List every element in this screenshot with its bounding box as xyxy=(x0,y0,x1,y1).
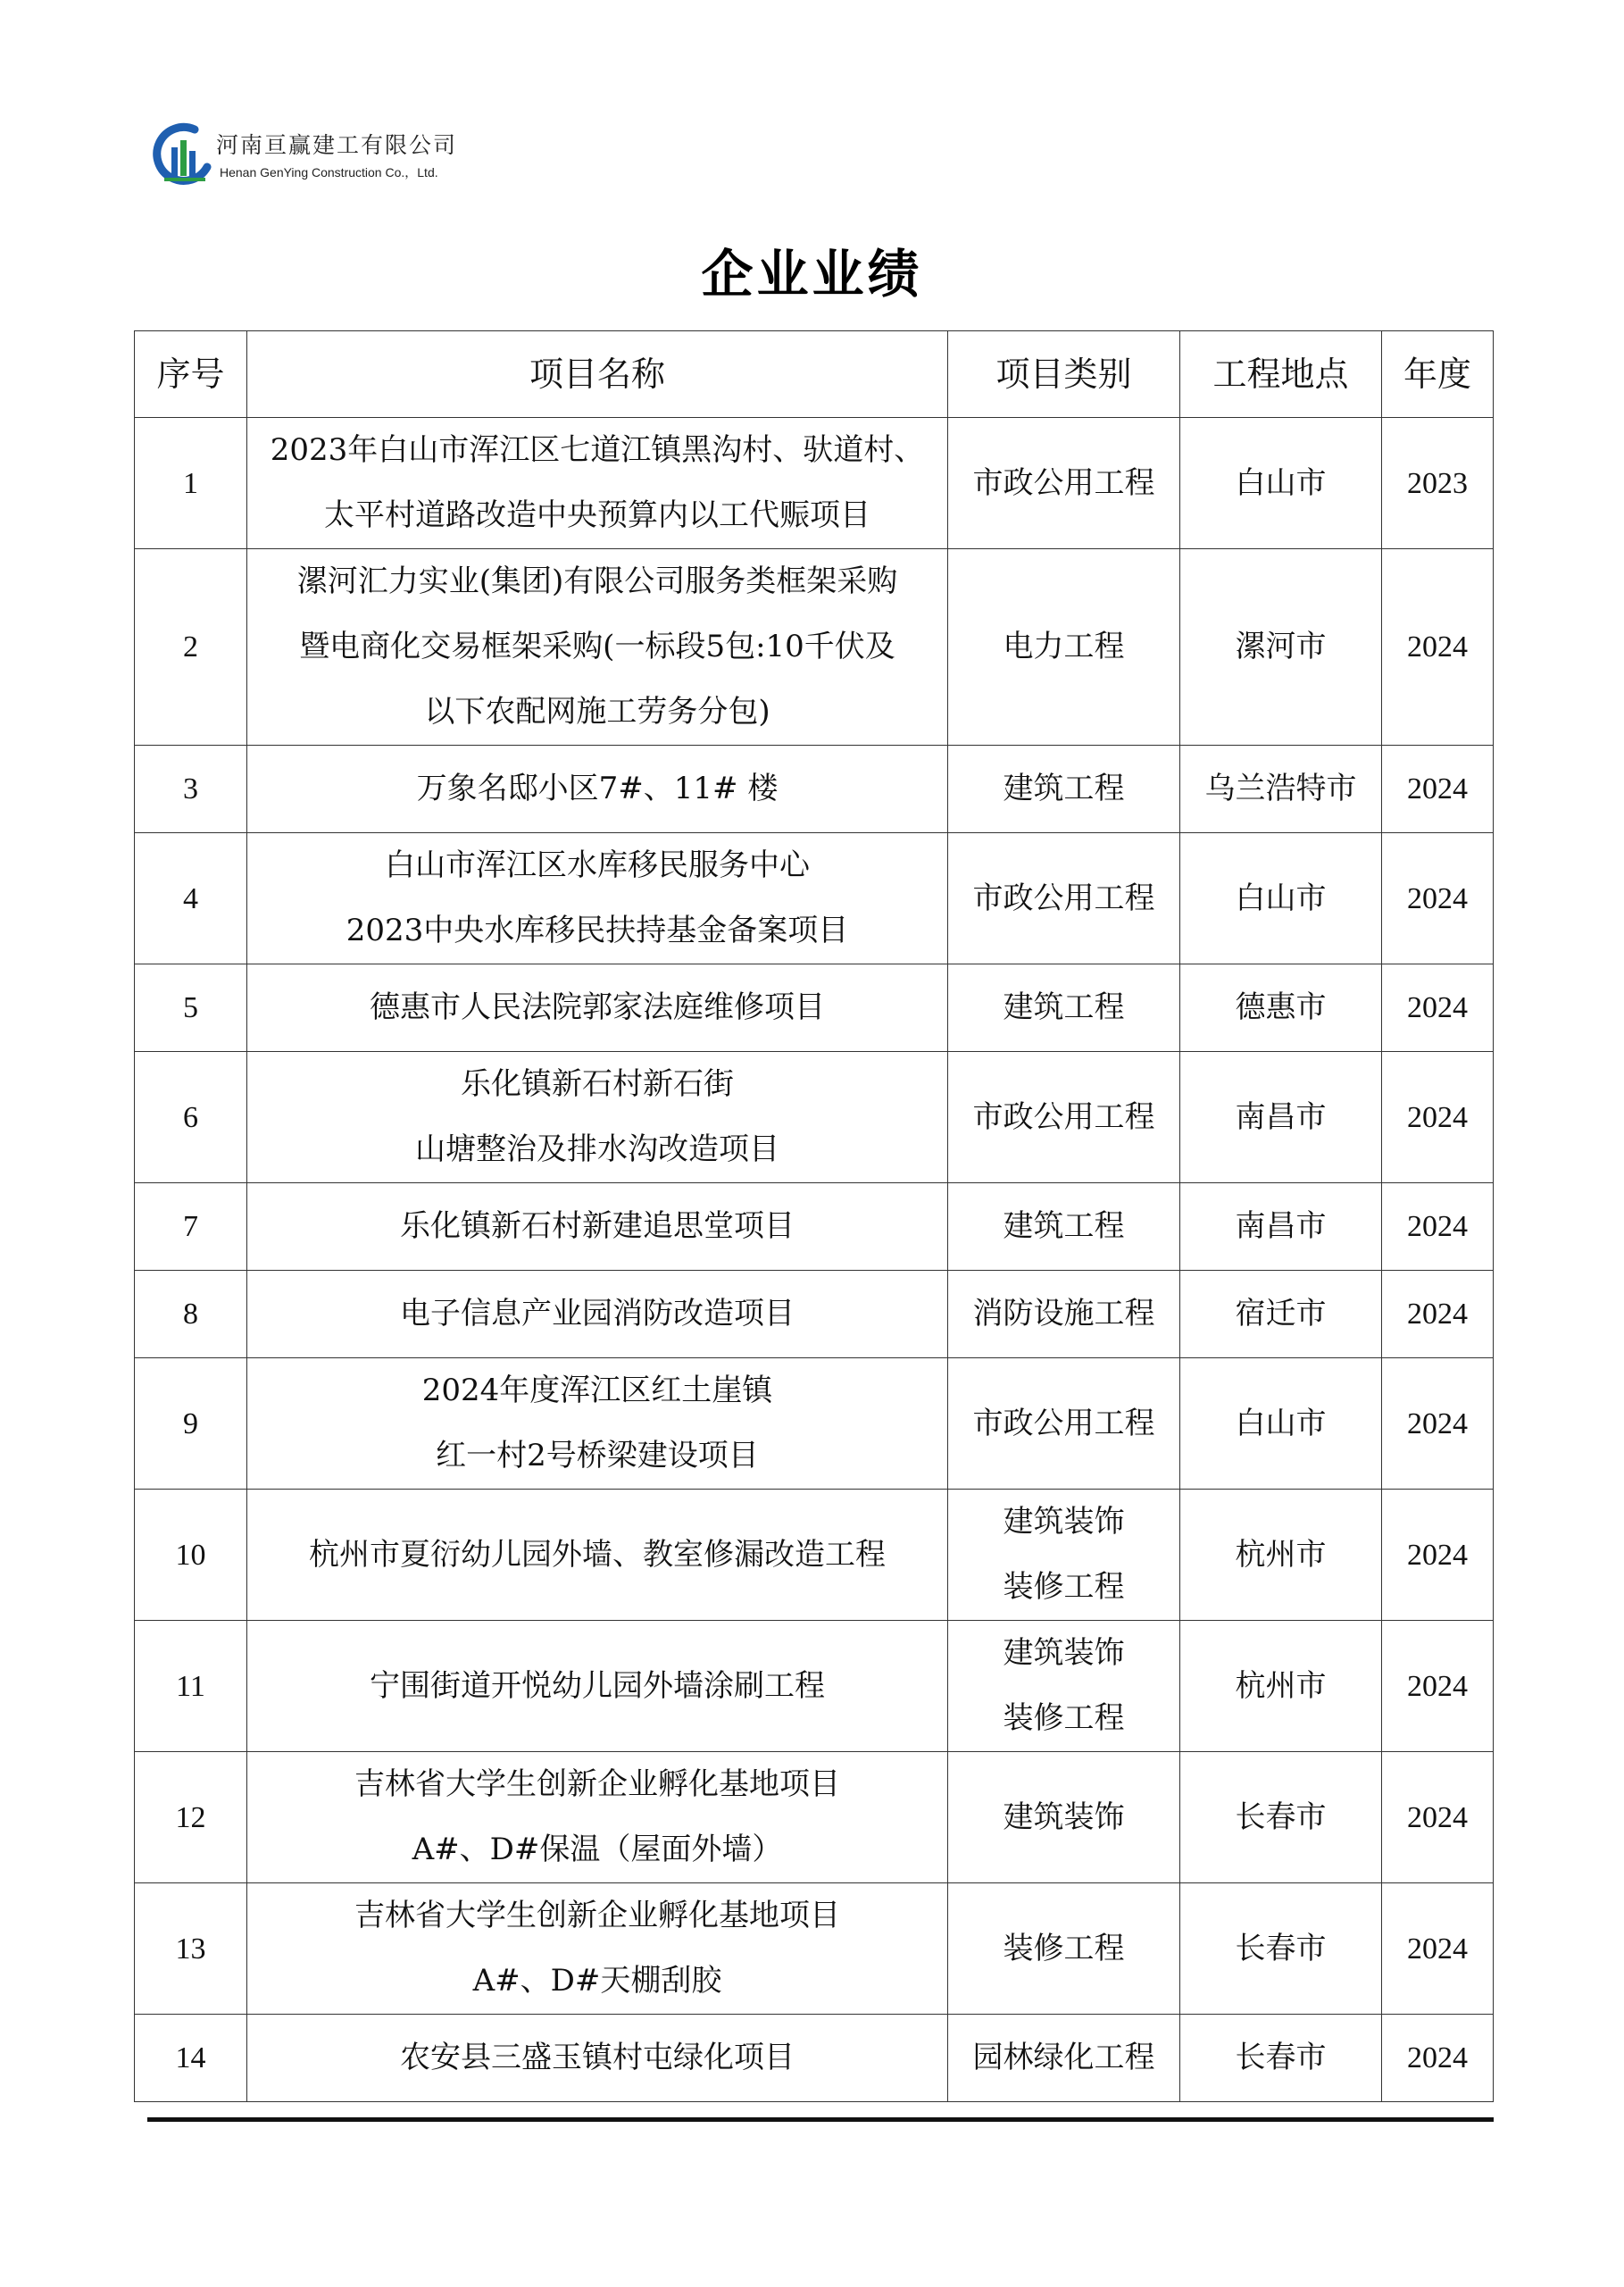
cell-category-line: 装修工程 xyxy=(1003,1700,1125,1736)
cell-category-line: 电力工程 xyxy=(1003,629,1125,664)
cell-year: 2024 xyxy=(1382,1621,1494,1752)
cell-category xyxy=(948,1752,1180,1883)
cell-no: 14 xyxy=(135,2015,247,2102)
cell-no: 2 xyxy=(135,549,247,746)
cell-category-line: 建筑工程 xyxy=(1003,989,1125,1025)
table-row xyxy=(135,549,1494,746)
cell-year: 2024 xyxy=(1382,964,1494,1052)
cell-no: 1 xyxy=(135,418,247,549)
cell-category-line: 市政公用工程 xyxy=(972,1405,1155,1441)
cell-year: 2024 xyxy=(1382,1490,1494,1621)
cell-no: 7 xyxy=(135,1183,247,1271)
cell-name-line: 乐化镇新石村新石街 xyxy=(461,1066,734,1102)
cell-location: 白山市 xyxy=(1180,833,1382,964)
cell-name-line: 2023中央水库移民扶持基金备案项目 xyxy=(346,913,849,948)
cell-name xyxy=(247,1052,948,1183)
cell-name-line: 万象名邸小区7#、11# 楼 xyxy=(416,771,779,806)
cell-name xyxy=(247,746,948,833)
cell-year: 2024 xyxy=(1382,1752,1494,1883)
cell-no: 8 xyxy=(135,1271,247,1358)
header-name: 项目名称 xyxy=(247,331,948,418)
page-title: 企业业绩 xyxy=(701,244,923,305)
cell-year: 2024 xyxy=(1382,1183,1494,1271)
cell-category-line: 建筑工程 xyxy=(1003,1208,1125,1244)
cell-location: 宿迁市 xyxy=(1180,1271,1382,1358)
cell-name xyxy=(247,549,948,746)
cell-location: 白山市 xyxy=(1180,1358,1382,1490)
table-row xyxy=(135,833,1494,964)
table-row xyxy=(135,1490,1494,1621)
cell-name-line: 杭州市夏衍幼儿园外墙、教室修漏改造工程 xyxy=(309,1536,886,1573)
cell-no: 3 xyxy=(135,746,247,833)
cell-location: 南昌市 xyxy=(1180,1183,1382,1271)
cell-category xyxy=(948,418,1180,549)
table-row xyxy=(135,1183,1494,1271)
cell-location: 漯河市 xyxy=(1180,549,1382,746)
table-row xyxy=(135,1752,1494,1883)
cell-name-line: 以下农配网施工劳务分包) xyxy=(424,694,770,730)
cell-name xyxy=(247,1183,948,1271)
cell-category-line: 装修工程 xyxy=(1003,1930,1125,1966)
cell-no: 9 xyxy=(135,1358,247,1490)
cell-name xyxy=(247,2015,948,2102)
cell-year: 2023 xyxy=(1382,418,1494,549)
cell-location: 德惠市 xyxy=(1180,964,1382,1052)
header-category: 项目类别 xyxy=(948,331,1180,418)
header-no: 序号 xyxy=(135,331,247,418)
cell-location: 南昌市 xyxy=(1180,1052,1382,1183)
cell-category xyxy=(948,1883,1180,2015)
table-row xyxy=(135,2015,1494,2102)
cell-category xyxy=(948,964,1180,1052)
cell-name-line: 2023年白山市浑江区七道江镇黑沟村、驮道村、 xyxy=(270,432,925,468)
cell-year: 2024 xyxy=(1382,1052,1494,1183)
cell-year: 2024 xyxy=(1382,1358,1494,1490)
cell-no: 12 xyxy=(135,1752,247,1883)
company-logo-icon xyxy=(152,121,216,188)
cell-name-line: 吉林省大学生创新企业孵化基地项目 xyxy=(354,1766,840,1802)
cell-name-line: 漯河汇力实业(集团)有限公司服务类框架采购 xyxy=(296,563,898,599)
cell-location: 长春市 xyxy=(1180,1883,1382,2015)
cell-location: 白山市 xyxy=(1180,418,1382,549)
cell-year: 2024 xyxy=(1382,1883,1494,2015)
cell-name-line: 红一村2号桥梁建设项目 xyxy=(436,1438,759,1473)
table-row xyxy=(135,1621,1494,1752)
cell-category-line: 建筑装饰 xyxy=(1003,1799,1125,1835)
cell-category-line: 建筑工程 xyxy=(1003,771,1125,806)
cell-name xyxy=(247,1490,948,1621)
cell-name xyxy=(247,1752,948,1883)
cell-category xyxy=(948,1052,1180,1183)
cell-name-line: A#、D#保温（屋面外墙） xyxy=(412,1832,783,1867)
cell-name xyxy=(247,833,948,964)
cell-no: 6 xyxy=(135,1052,247,1183)
cell-category xyxy=(948,2015,1180,2102)
cell-name-line: 太平村道路改造中央预算内以工代赈项目 xyxy=(324,497,870,533)
cell-category xyxy=(948,1358,1180,1490)
cell-name-line: 农安县三盛玉镇村屯绿化项目 xyxy=(400,2040,795,2075)
performance-table xyxy=(134,330,1494,2102)
cell-category-line: 建筑装饰 xyxy=(1003,1504,1125,1540)
cell-name xyxy=(247,1621,948,1752)
cell-location: 杭州市 xyxy=(1180,1490,1382,1621)
cell-no: 10 xyxy=(135,1490,247,1621)
cell-name xyxy=(247,418,948,549)
table-row xyxy=(135,1052,1494,1183)
cell-category-line: 园林绿化工程 xyxy=(972,2040,1155,2075)
cell-category xyxy=(948,1490,1180,1621)
cell-location: 杭州市 xyxy=(1180,1621,1382,1752)
cell-name xyxy=(247,1883,948,2015)
cell-name-line: 白山市浑江区水库移民服务中心 xyxy=(385,847,810,883)
cell-location: 长春市 xyxy=(1180,1752,1382,1883)
cell-year: 2024 xyxy=(1382,549,1494,746)
cell-category xyxy=(948,1183,1180,1271)
cell-name-line: A#、D#天棚刮胶 xyxy=(472,1963,722,1999)
cell-name xyxy=(247,1271,948,1358)
cell-name-line: 山塘整治及排水沟改造项目 xyxy=(415,1131,779,1167)
cell-name-line: 暨电商化交易框架采购(一标段5包:10千伏及 xyxy=(299,629,895,664)
table-header-row xyxy=(135,331,1494,418)
cell-year: 2024 xyxy=(1382,2015,1494,2102)
header-year: 年度 xyxy=(1382,331,1494,418)
table-row xyxy=(135,1358,1494,1490)
table-row xyxy=(135,418,1494,549)
cell-category xyxy=(948,746,1180,833)
table-row xyxy=(135,1271,1494,1358)
company-name-cn: 河南亘赢建工有限公司 xyxy=(216,132,458,158)
cell-name-line: 2024年度浑江区红土崖镇 xyxy=(421,1373,773,1408)
cell-category-line: 消防设施工程 xyxy=(972,1296,1155,1331)
cell-year: 2024 xyxy=(1382,1271,1494,1358)
cell-category xyxy=(948,833,1180,964)
header-location: 工程地点 xyxy=(1180,331,1382,418)
company-name-en: Henan GenYing Construction Co.，Ltd. xyxy=(220,165,438,179)
cell-no: 4 xyxy=(135,833,247,964)
table-row xyxy=(135,746,1494,833)
cell-year: 2024 xyxy=(1382,833,1494,964)
cell-name-line: 电子信息产业园消防改造项目 xyxy=(400,1296,795,1331)
cell-year: 2024 xyxy=(1382,746,1494,833)
cell-category-line: 建筑装饰 xyxy=(1003,1635,1125,1671)
cell-category xyxy=(948,1621,1180,1752)
cell-category-line: 市政公用工程 xyxy=(972,880,1155,916)
cell-category xyxy=(948,549,1180,746)
footer-divider xyxy=(147,2117,1494,2122)
company-logo xyxy=(152,121,509,192)
cell-category-line: 市政公用工程 xyxy=(972,464,1155,501)
cell-no: 13 xyxy=(135,1883,247,2015)
cell-name xyxy=(247,964,948,1052)
cell-name-line: 吉林省大学生创新企业孵化基地项目 xyxy=(354,1898,840,1933)
cell-location: 乌兰浩特市 xyxy=(1180,746,1382,833)
cell-name-line: 德惠市人民法院郭家法庭维修项目 xyxy=(370,989,825,1025)
cell-name-line: 宁围街道开悦幼儿园外墙涂刷工程 xyxy=(370,1667,825,1704)
cell-name-line: 乐化镇新石村新建追思堂项目 xyxy=(400,1208,795,1244)
cell-name xyxy=(247,1358,948,1490)
cell-no: 11 xyxy=(135,1621,247,1752)
table-row xyxy=(135,1883,1494,2015)
table-row xyxy=(135,964,1494,1052)
cell-category-line: 装修工程 xyxy=(1003,1569,1125,1605)
table-body xyxy=(135,418,1494,2102)
cell-category xyxy=(948,1271,1180,1358)
cell-category-line: 市政公用工程 xyxy=(972,1098,1155,1135)
cell-no: 5 xyxy=(135,964,247,1052)
cell-location: 长春市 xyxy=(1180,2015,1382,2102)
